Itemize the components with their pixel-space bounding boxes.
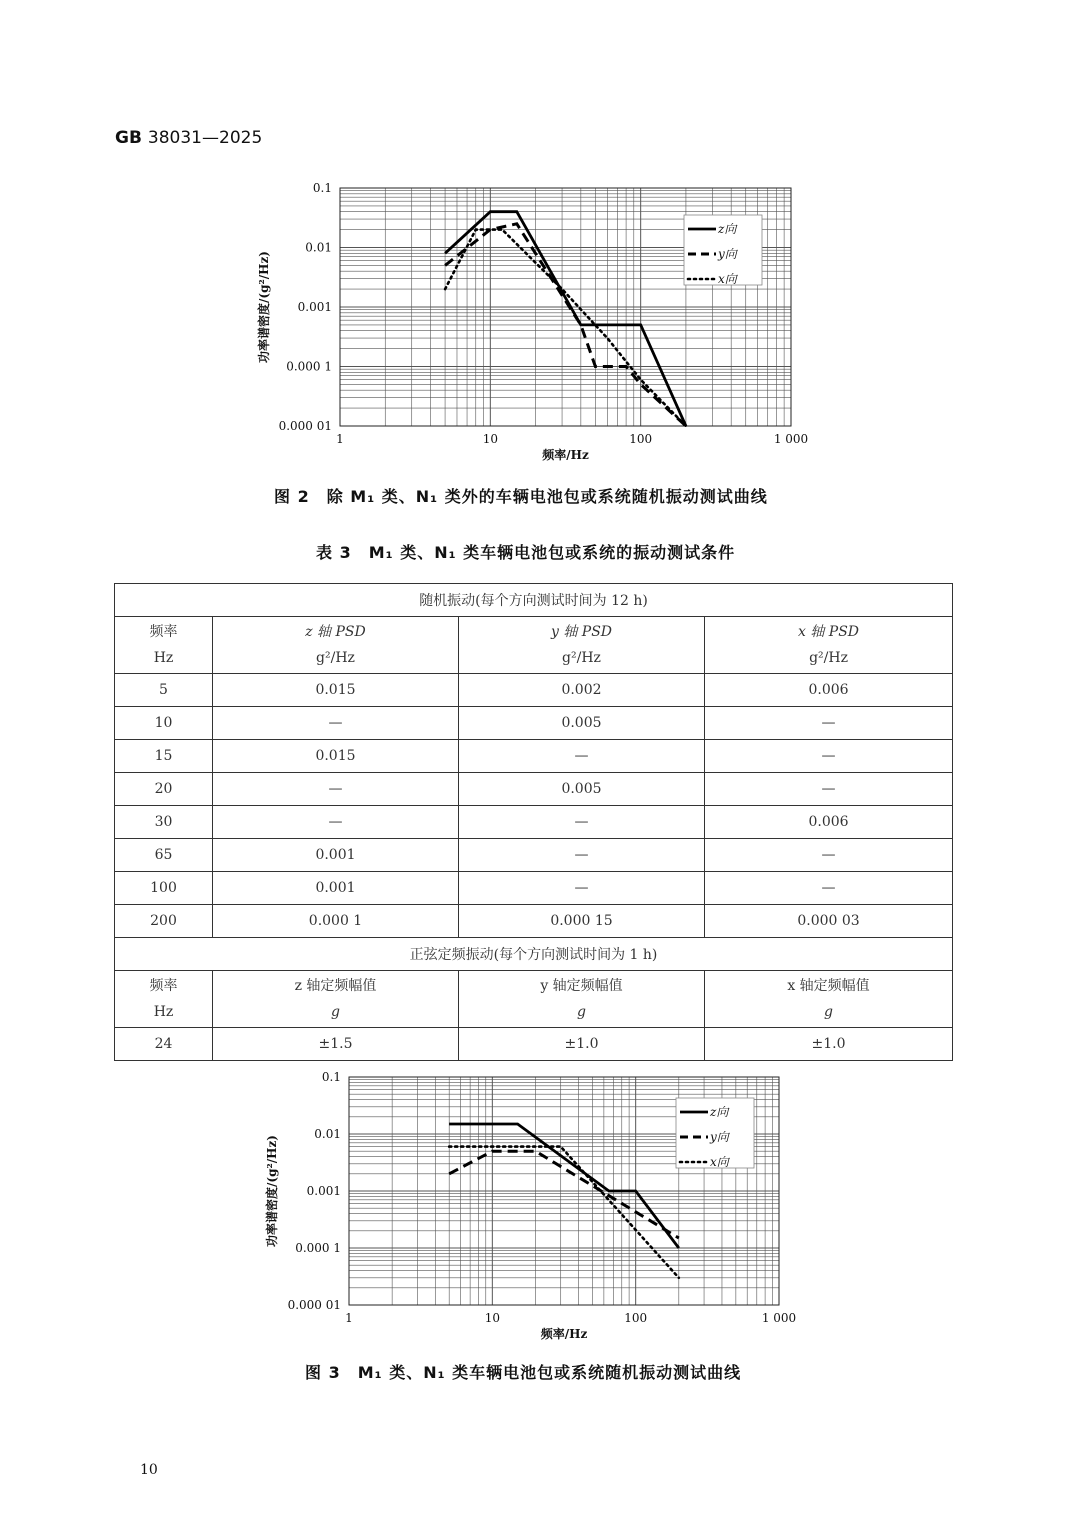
y-tick-label: 0.01 <box>314 1127 341 1141</box>
sine-row: 24 ±1.5 ±1.0 ±1.0 <box>115 1028 953 1061</box>
psd-cell: — <box>459 872 705 905</box>
psd-table-row <box>115 740 953 773</box>
x-tick-label: 10 <box>482 432 498 446</box>
psd-table-row <box>115 839 953 872</box>
psd-table-row <box>115 806 953 839</box>
psd-cell: 20 <box>115 773 213 806</box>
psd-cell: 0.001 <box>213 872 459 905</box>
x-axis-label: 频率/Hz <box>540 1327 588 1341</box>
psd-cell: 5 <box>115 674 213 707</box>
random-vibration-title: 随机振动(每个方向测试时间为 12 h) <box>115 584 953 617</box>
y-tick-label: 0.1 <box>321 1070 341 1084</box>
y-axis-label: 功率谱密度/(g²/Hz) <box>257 251 271 363</box>
y-tick-label: 0.000 01 <box>287 1298 341 1312</box>
psd-cell: 10 <box>115 707 213 740</box>
legend-label: z向 <box>718 222 737 236</box>
x-tick-label: 1 <box>336 432 344 446</box>
x-tick-label: 1 <box>345 1311 353 1325</box>
x-tick-label: 10 <box>484 1311 500 1325</box>
standard-number: GB 38031—2025 <box>115 128 263 148</box>
x-psd-header: x 轴 PSD g²/Hz <box>705 617 953 674</box>
legend-label: x向 <box>718 272 737 286</box>
psd-cell: 100 <box>115 872 213 905</box>
psd-cell: — <box>705 773 953 806</box>
psd-cell: 65 <box>115 839 213 872</box>
freq-header: 频率 Hz <box>115 617 213 674</box>
sine-x-header: x 轴定频幅值 g <box>705 971 953 1028</box>
x-axis-label: 频率/Hz <box>542 448 589 462</box>
psd-cell: 0.000 1 <box>213 905 459 938</box>
y-tick-label: 0.1 <box>312 181 332 195</box>
psd-cell: 0.015 <box>213 740 459 773</box>
y-tick-label: 0.000 01 <box>278 419 332 433</box>
figure-3-chart <box>258 1066 818 1346</box>
sine-z-header: z 轴定频幅值 g <box>213 971 459 1028</box>
psd-cell: 0.000 15 <box>459 905 705 938</box>
x-tick-label: 100 <box>624 1311 648 1325</box>
sine-freq-header: 频率 Hz <box>115 971 213 1028</box>
table-3 <box>114 583 953 1061</box>
psd-cell: — <box>459 839 705 872</box>
z-psd-header: z 轴 PSD g²/Hz <box>213 617 459 674</box>
psd-table-row <box>115 707 953 740</box>
y-tick-label: 0.001 <box>297 300 332 314</box>
table-3-caption: 表 3 M₁ 类、N₁ 类车辆电池包或系统的振动测试条件 <box>316 543 736 562</box>
x-tick-label: 1 000 <box>773 432 809 446</box>
psd-cell: — <box>213 806 459 839</box>
psd-table-row <box>115 674 953 707</box>
y-tick-label: 0.000 1 <box>295 1241 341 1255</box>
x-tick-label: 100 <box>629 432 653 446</box>
psd-cell: — <box>705 740 953 773</box>
y-tick-label: 0.001 <box>306 1184 341 1198</box>
psd-cell: — <box>459 806 705 839</box>
psd-cell: — <box>459 740 705 773</box>
series-line-dotted <box>445 230 686 426</box>
psd-cell: 0.005 <box>459 773 705 806</box>
y-psd-header: y 轴 PSD g²/Hz <box>459 617 705 674</box>
psd-table-row <box>115 905 953 938</box>
y-axis-label: 功率谱密度/(g²/Hz) <box>265 1135 279 1247</box>
psd-table-row <box>115 872 953 905</box>
series-line-solid <box>445 212 686 426</box>
psd-cell: 200 <box>115 905 213 938</box>
psd-cell: 15 <box>115 740 213 773</box>
figure-3-caption: 图 3 M₁ 类、N₁ 类车辆电池包或系统随机振动测试曲线 <box>305 1363 742 1382</box>
psd-cell: 0.006 <box>705 674 953 707</box>
psd-cell: — <box>213 773 459 806</box>
psd-cell: 0.000 03 <box>705 905 953 938</box>
psd-cell: 0.006 <box>705 806 953 839</box>
series-line-dotted <box>449 1147 679 1278</box>
page-number: 10 <box>140 1462 158 1478</box>
psd-cell: 0.002 <box>459 674 705 707</box>
psd-cell: — <box>705 872 953 905</box>
legend-label: x向 <box>710 1155 729 1169</box>
psd-cell: 30 <box>115 806 213 839</box>
figure-2-chart <box>250 175 820 470</box>
legend-label: y向 <box>718 247 737 261</box>
psd-cell: 0.001 <box>213 839 459 872</box>
psd-cell: 0.015 <box>213 674 459 707</box>
psd-table-row <box>115 773 953 806</box>
sine-vibration-title: 正弦定频振动(每个方向测试时间为 1 h) <box>115 938 953 971</box>
legend-label: y向 <box>710 1130 729 1144</box>
x-tick-label: 1 000 <box>761 1311 797 1325</box>
y-tick-label: 0.000 1 <box>286 359 332 374</box>
psd-cell: — <box>705 839 953 872</box>
psd-cell: — <box>213 707 459 740</box>
y-tick-label: 0.01 <box>305 240 332 255</box>
psd-cell: 0.005 <box>459 707 705 740</box>
sine-y-header: y 轴定频幅值 g <box>459 971 705 1028</box>
figure-2-caption: 图 2 除 M₁ 类、N₁ 类外的车辆电池包或系统随机振动测试曲线 <box>274 487 768 506</box>
series-line-dashed <box>449 1151 679 1238</box>
psd-cell: — <box>705 707 953 740</box>
legend-label: z向 <box>710 1105 729 1119</box>
